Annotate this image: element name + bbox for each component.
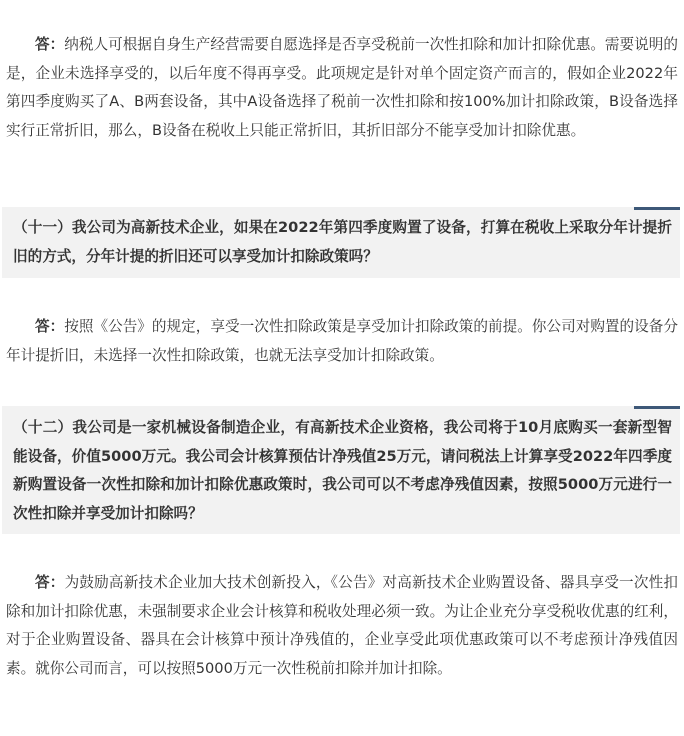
answer-paragraph-1 <box>6 31 678 145</box>
question-text-11: （十一）我公司为高新技术企业，如果在2022年第四季度购置了设备，打算在税收上采取分年计提折旧的方式，分年计提的折旧还可以享受加计扣除政策吗？ <box>13 219 672 265</box>
accent-bar <box>634 406 680 409</box>
question-box-11 <box>2 207 680 278</box>
answer-text: 为鼓励高新技术企业加大技术创新投入，《公告》对高新技术企业购置设备、器具享受一次性扣除和加计扣除优惠，未强制要求企业会计核算和税收处理必须一致。为让企业充分享受税收优惠的红利，对于企业购置设备、器具在会计核算中预计净残值的，企业享受此项优惠政策可以不考虑预计净残值因素。就你公司而言，可以按照5000万元一次性税前扣除并加计扣除。 <box>6 574 678 677</box>
question-text-12: （十二）我公司是一家机械设备制造企业，有高新技术企业资格，我公司将于10月底购买一套新型智能设备，价值5000万元。我公司会计核算预估计净残值25万元，请问税法上计算享受2022年四季度新购置设备一次性扣除和加计扣除优惠政策时，我公司可以不考虑净残值因素，按照5000万元进行一次性扣除并享受加计扣除吗？ <box>13 419 672 522</box>
answer-text: 按照《公告》的规定，享受一次性扣除政策是享受加计扣除政策的前提。你公司对购置的设备分年计提折旧，未选择一次性扣除政策，也就无法享受加计扣除政策。 <box>6 318 678 364</box>
answer-label: 答： <box>35 574 65 591</box>
answer-paragraph-11 <box>6 313 678 370</box>
question-box-12 <box>2 406 680 534</box>
answer-label: 答： <box>35 36 65 53</box>
accent-bar <box>634 207 680 210</box>
answer-paragraph-12 <box>6 569 678 683</box>
answer-label: 答： <box>35 318 65 335</box>
answer-text: 纳税人可根据自身生产经营需要自愿选择是否享受税前一次性扣除和加计扣除优惠。需要说明的是，企业未选择享受的，以后年度不得再享受。此项规定是针对单个固定资产而言的，假如企业2022年第四季度购买了A、B两套设备，其中A设备选择了税前一次性扣除和按100%加计扣除政策，B设备选择实行正常折旧，那么，B设备在税收上只能正常折旧，其折旧部分不能享受加计扣除优惠。 <box>6 36 678 139</box>
